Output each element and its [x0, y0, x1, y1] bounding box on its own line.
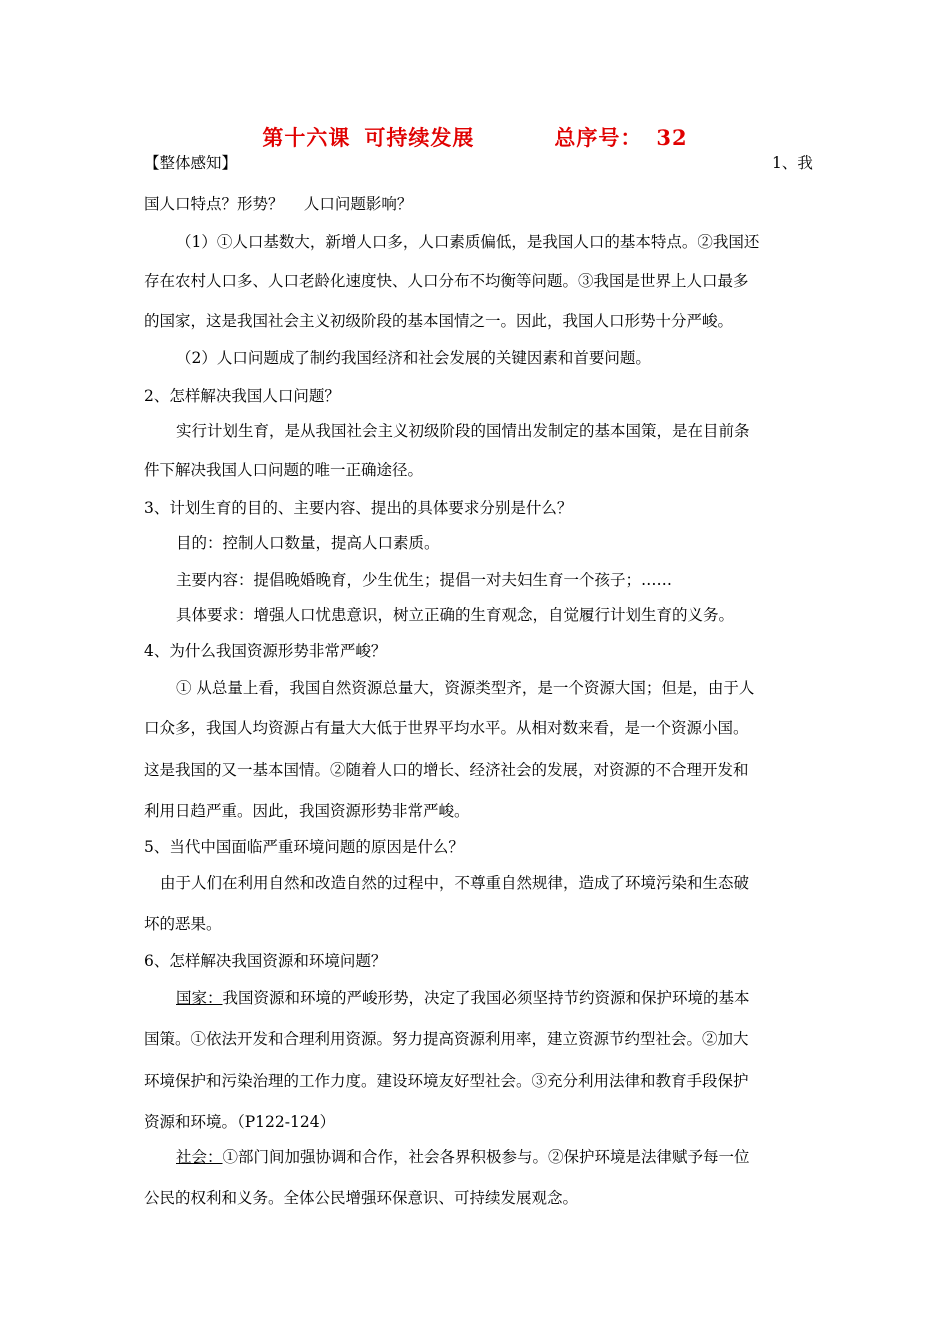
q1-answer-line: 存在农村人口多、人口老龄化速度快、人口分布不均衡等问题。③我国是世界上人口最多 [144, 272, 749, 290]
lesson-topic: 可持续发展 [364, 125, 475, 150]
q1-answer-line: （2）人口问题成了制约我国经济和社会发展的关键因素和首要问题。 [176, 349, 651, 367]
q6-country-line: 资源和环境。（P122-124） [144, 1113, 336, 1131]
q1-answer-line: （1）①人口基数大，新增人口多，人口素质偏低，是我国人口的基本特点。②我国还 [176, 233, 760, 251]
q4-heading: 4、为什么我国资源形势非常严峻？ [144, 642, 387, 660]
society-text: ①部门间加强协调和合作，社会各界积极参与。②保护环境是法律赋予每一位 [222, 1148, 750, 1166]
q4-answer-line: 这是我国的又一基本国情。②随着人口的增长、经济社会的发展，对资源的不合理开发和 [144, 761, 749, 779]
q5-heading: 5、当代中国面临严重环境问题的原因是什么？ [144, 838, 464, 856]
q3-answer-line: 具体要求：增强人口忧患意识，树立正确的生育观念，自觉履行计划生育的义务。 [176, 606, 735, 624]
q6-society-line: 公民的权利和义务。全体公民增强环保意识、可持续发展观念。 [144, 1189, 579, 1207]
society-label: 社会： [176, 1148, 223, 1166]
q6-country-line: 环境保护和污染治理的工作力度。建设环境友好型社会。③充分利用法律和教育手段保护 [144, 1072, 749, 1090]
country-text: 我国资源和环境的严峻形势，决定了我国必须坚持节约资源和保护环境的基本 [222, 989, 750, 1007]
section-label: 【整体感知】 [144, 154, 238, 172]
q6-country-line: 国策。①依法开发和合理利用资源。努力提高资源利用率，建立资源节约型社会。②加大 [144, 1030, 749, 1048]
q3-answer-line: 目的：控制人口数量，提高人口素质。 [176, 534, 440, 552]
q6-society-first-line [176, 1146, 844, 1168]
q1-head-start: 1、我 [772, 154, 813, 172]
q3-heading: 3、计划生育的目的、主要内容、提出的具体要求分别是什么？ [144, 499, 573, 517]
q5-answer-line: 由于人们在利用自然和改造自然的过程中，不尊重自然规律，造成了环境污染和生态破 [160, 874, 750, 892]
q3-answer-line: 主要内容：提倡晚婚晚育，少生优生；提倡一对夫妇生育一个孩子；…… [176, 571, 673, 589]
q2-heading: 2、怎样解决我国人口问题？ [144, 387, 340, 405]
q1-answer-line: 的国家，这是我国社会主义初级阶段的基本国情之一。因此，我国人口形势十分严峻。 [144, 312, 734, 330]
q2-answer-line: 件下解决我国人口问题的唯一正确途径。 [144, 461, 424, 479]
q6-country-first-line [176, 987, 844, 1009]
q6-heading: 6、怎样解决我国资源和环境问题？ [144, 952, 387, 970]
serial-number: 32 [656, 125, 688, 150]
q4-answer-line: ① 从总量上看，我国自然资源总量大，资源类型齐，是一个资源大国；但是，由于人 [176, 679, 755, 697]
serial-label: 总序号： [554, 125, 643, 150]
lesson-number: 第十六课 [262, 125, 351, 150]
q1-head-cont: 国人口特点？形势？ 人口问题影响？ [144, 195, 413, 213]
page-title [0, 124, 950, 152]
q5-answer-line: 坏的恶果。 [144, 915, 222, 933]
q2-answer-line: 实行计划生育，是从我国社会主义初级阶段的国情出发制定的基本国策，是在目前条 [176, 422, 750, 440]
q4-answer-line: 利用日趋严重。因此，我国资源形势非常严峻。 [144, 802, 470, 820]
country-label: 国家： [176, 989, 223, 1007]
q4-answer-line: 口众多，我国人均资源占有量大大低于世界平均水平。从相对数来看，是一个资源小国。 [144, 719, 749, 737]
